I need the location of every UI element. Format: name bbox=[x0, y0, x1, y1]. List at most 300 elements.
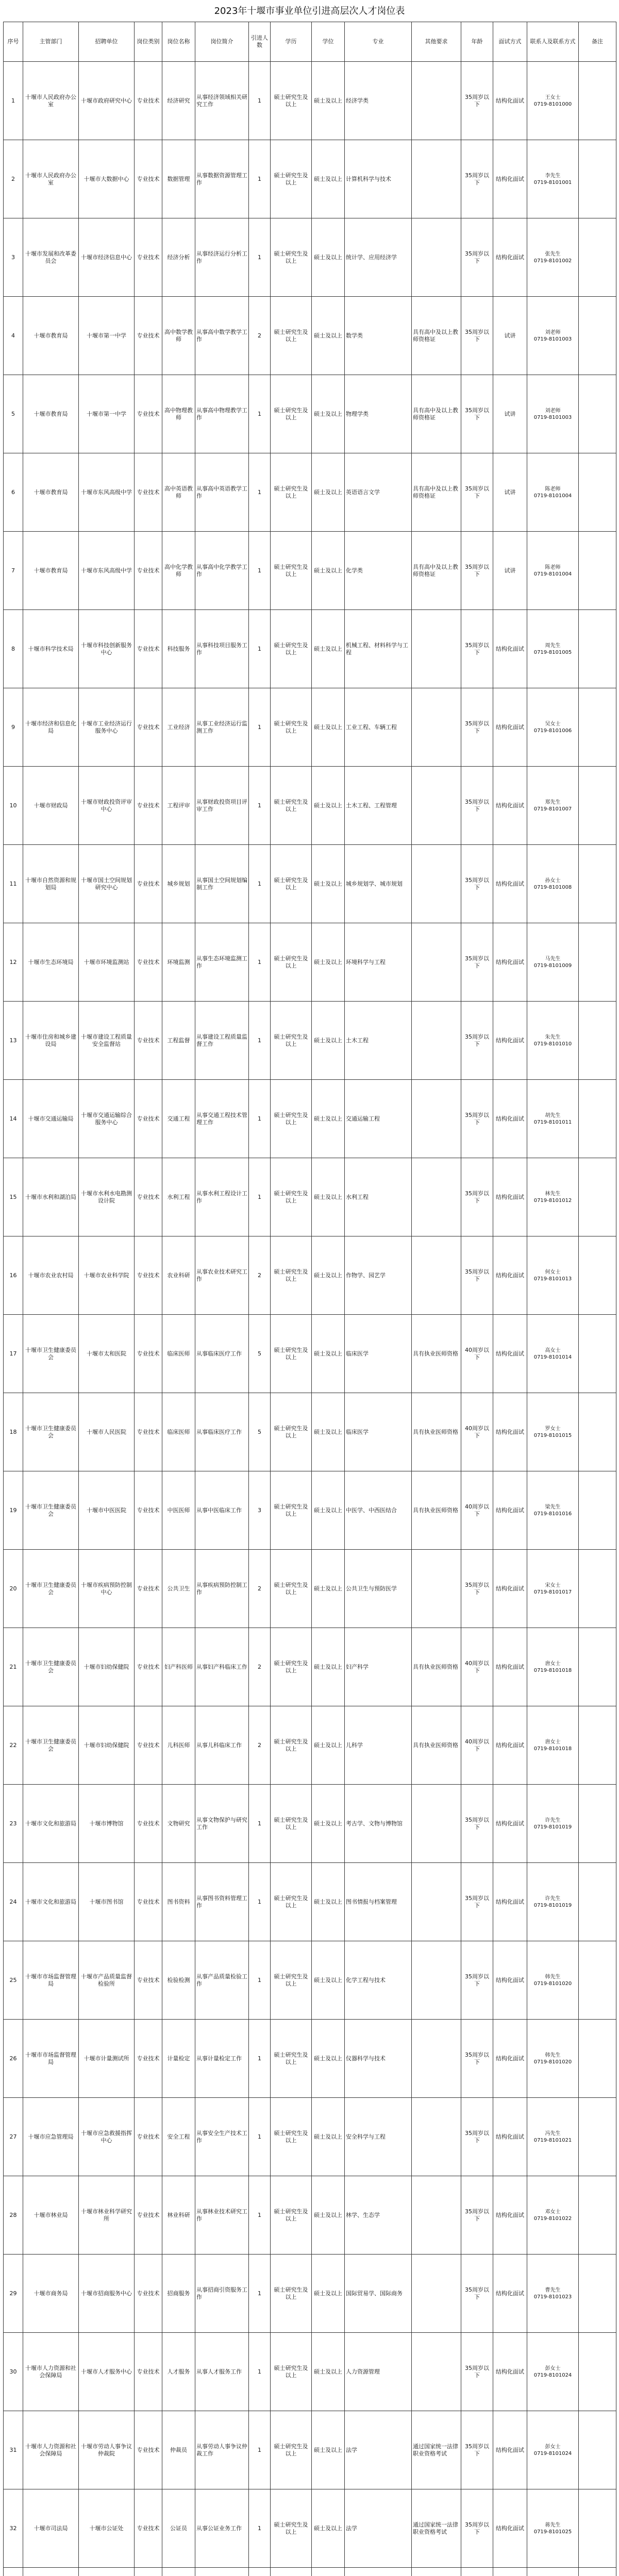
cell-description: 从事科技项目服务工作 bbox=[195, 610, 249, 688]
cell-contact bbox=[527, 2176, 579, 2255]
contact-line: 胡先生 bbox=[545, 1112, 561, 1118]
cell-major: 土木工程、工程管理 bbox=[345, 767, 412, 845]
cell-contact bbox=[527, 2568, 579, 2576]
cell-count: 2 bbox=[249, 1550, 271, 1628]
contact-line: 0719-8101012 bbox=[533, 1197, 572, 1204]
cell-degree: 硕士及以上 bbox=[312, 453, 345, 532]
table-row bbox=[4, 845, 616, 923]
cell-degree: 硕士及以上 bbox=[312, 2411, 345, 2489]
cell-degree: 硕士及以上 bbox=[312, 532, 345, 610]
cell-education: 硕士研究生及以上 bbox=[271, 2333, 312, 2411]
cell-dept: 十堰市教育局 bbox=[23, 375, 79, 453]
cell-age: 35周岁以下 bbox=[461, 140, 493, 218]
cell-no: 2 bbox=[4, 140, 23, 218]
contact-line: 0719-8101007 bbox=[533, 806, 572, 812]
cell-contact bbox=[527, 2411, 579, 2489]
col-header-note: 备注 bbox=[579, 22, 616, 62]
table-row bbox=[4, 1315, 616, 1393]
cell-unit: 十堰市中医医院 bbox=[79, 1471, 135, 1550]
cell-other bbox=[412, 1863, 461, 1941]
cell-count: 1 bbox=[249, 610, 271, 688]
cell-education: 硕士研究生及以上 bbox=[271, 1706, 312, 1785]
cell-no: 9 bbox=[4, 688, 23, 767]
cell-count: 5 bbox=[249, 1315, 271, 1393]
cell-no: 21 bbox=[4, 1628, 23, 1706]
cell-other: 具有执业医师资格 bbox=[412, 1706, 461, 1785]
cell-age: 35周岁以下 bbox=[461, 532, 493, 610]
table-row bbox=[4, 2489, 616, 2568]
cell-interview: 结构化面试 bbox=[493, 1236, 527, 1315]
contact-line: 0719-8101023 bbox=[533, 2294, 572, 2300]
cell-count: 3 bbox=[249, 1471, 271, 1550]
table-row bbox=[4, 610, 616, 688]
cell-other bbox=[412, 845, 461, 923]
cell-contact bbox=[527, 845, 579, 923]
cell-contact bbox=[527, 453, 579, 532]
cell-description: 从事经济运行分析工作 bbox=[195, 218, 249, 297]
cell-category: 专业技术 bbox=[135, 1785, 162, 1863]
contact-line: 唐女士 bbox=[545, 1660, 561, 1667]
table-row bbox=[4, 2176, 616, 2255]
contact-line: 张先生 bbox=[545, 251, 561, 257]
cell-no: 13 bbox=[4, 1002, 23, 1080]
cell-no: 32 bbox=[4, 2489, 23, 2568]
cell-major: 工业工程、车辆工程 bbox=[345, 688, 412, 767]
cell-note bbox=[579, 845, 616, 923]
cell-major: 安全科学与工程 bbox=[345, 2098, 412, 2176]
cell-education: 硕士研究生及以上 bbox=[271, 2098, 312, 2176]
contact-line: 0719-8101025 bbox=[533, 2529, 572, 2535]
cell-education: 硕士研究生及以上 bbox=[271, 845, 312, 923]
cell-other: 具有执业医师资格 bbox=[412, 1628, 461, 1706]
cell-education: 硕士研究生及以上 bbox=[271, 1941, 312, 2020]
cell-interview: 结构化面试 bbox=[493, 1941, 527, 2020]
cell-education: 硕士研究生及以上 bbox=[271, 2176, 312, 2255]
cell-category: 专业技术 bbox=[135, 688, 162, 767]
cell-count: 1 bbox=[249, 1785, 271, 1863]
cell-education: 硕士研究生及以上 bbox=[271, 688, 312, 767]
cell-interview: 结构化面试 bbox=[493, 2333, 527, 2411]
cell-other: 具有高中及以上教师资格证 bbox=[412, 532, 461, 610]
cell-contact bbox=[527, 2489, 579, 2568]
cell-dept bbox=[23, 2568, 79, 2576]
cell-other: 具有高中及以上教师资格证 bbox=[412, 375, 461, 453]
cell-description: 从事文物保护与研究工作 bbox=[195, 1785, 249, 1863]
col-header-description: 岗位简介 bbox=[195, 22, 249, 62]
cell-unit: 十堰市农业科学院 bbox=[79, 1236, 135, 1315]
contact-line: 唐女士 bbox=[545, 1739, 561, 1745]
cell-post: 林业科研 bbox=[162, 2176, 195, 2255]
cell-other bbox=[412, 2098, 461, 2176]
cell-dept: 十堰市交通运输局 bbox=[23, 1080, 79, 1158]
cell-description: 从事林业技术研究工作 bbox=[195, 2176, 249, 2255]
cell-description: 从事计量检定工作 bbox=[195, 2020, 249, 2098]
cell-category: 专业技术 bbox=[135, 1863, 162, 1941]
cell-interview: 结构化面试 bbox=[493, 1002, 527, 1080]
contact-line: 0719-8101000 bbox=[533, 101, 572, 107]
cell-category: 专业技术 bbox=[135, 218, 162, 297]
cell-contact bbox=[527, 62, 579, 140]
cell-other: 通过国家统一法律职业资格考试 bbox=[412, 2489, 461, 2568]
cell-interview: 结构化面试 bbox=[493, 2411, 527, 2489]
cell-post: 高中化学教师 bbox=[162, 532, 195, 610]
cell-unit: 十堰市人民医院 bbox=[79, 1393, 135, 1471]
cell-age: 35周岁以下 bbox=[461, 218, 493, 297]
cell-education: 硕士研究生及以上 bbox=[271, 1236, 312, 1315]
cell-no: 29 bbox=[4, 2255, 23, 2333]
table-header-row bbox=[4, 22, 616, 62]
cell-category: 专业技术 bbox=[135, 2098, 162, 2176]
cell-note bbox=[579, 140, 616, 218]
cell-note bbox=[579, 767, 616, 845]
contact-line: 0719-8101011 bbox=[533, 1119, 572, 1125]
table-row bbox=[4, 2020, 616, 2098]
cell-unit: 十堰市大数据中心 bbox=[79, 140, 135, 218]
contact-line: 0719-8101009 bbox=[533, 962, 572, 969]
cell-age: 35周岁以下 bbox=[461, 767, 493, 845]
cell-no: 3 bbox=[4, 218, 23, 297]
cell-age bbox=[461, 2568, 493, 2576]
cell-description: 从事高中物理教学工作 bbox=[195, 375, 249, 453]
cell-education: 硕士研究生及以上 bbox=[271, 1158, 312, 1236]
cell-education: 硕士研究生及以上 bbox=[271, 1002, 312, 1080]
cell-count: 1 bbox=[249, 688, 271, 767]
cell-age: 35周岁以下 bbox=[461, 1550, 493, 1628]
table-row bbox=[4, 2568, 616, 2576]
cell-post: 高中英语教师 bbox=[162, 453, 195, 532]
cell-contact bbox=[527, 1080, 579, 1158]
col-header-other: 其他要求 bbox=[412, 22, 461, 62]
cell-interview: 结构化面试 bbox=[493, 1863, 527, 1941]
cell-post: 工程监督 bbox=[162, 1002, 195, 1080]
contact-line: 0719-8101016 bbox=[533, 1511, 572, 1517]
cell-post: 中医医师 bbox=[162, 1471, 195, 1550]
contact-line: 冯先生 bbox=[545, 2130, 561, 2137]
cell-age: 35周岁以下 bbox=[461, 2176, 493, 2255]
cell-interview: 结构化面试 bbox=[493, 1158, 527, 1236]
cell-post: 环境监测 bbox=[162, 923, 195, 1002]
cell-no: 24 bbox=[4, 1863, 23, 1941]
cell-degree: 硕士及以上 bbox=[312, 2255, 345, 2333]
cell-unit: 十堰市计量测试所 bbox=[79, 2020, 135, 2098]
cell-interview: 结构化面试 bbox=[493, 218, 527, 297]
cell-description: 从事招商引资服务工作 bbox=[195, 2255, 249, 2333]
cell-education: 硕士研究生及以上 bbox=[271, 218, 312, 297]
cell-other: 具有执业医师资格 bbox=[412, 1471, 461, 1550]
cell-age: 35周岁以下 bbox=[461, 688, 493, 767]
cell-description: 从事图书资料管理工作 bbox=[195, 1863, 249, 1941]
cell-count: 1 bbox=[249, 1002, 271, 1080]
cell-other: 具有高中及以上教师资格证 bbox=[412, 297, 461, 375]
contact-line: 彭女士 bbox=[545, 2444, 561, 2450]
cell-post: 交通工程 bbox=[162, 1080, 195, 1158]
contact-line: 蒋先生 bbox=[545, 2522, 561, 2528]
cell-unit: 十堰市产品质量监督检验所 bbox=[79, 1941, 135, 2020]
cell-note bbox=[579, 2098, 616, 2176]
cell-age: 35周岁以下 bbox=[461, 1236, 493, 1315]
cell-category bbox=[135, 2568, 162, 2576]
cell-age: 35周岁以下 bbox=[461, 2411, 493, 2489]
cell-degree: 硕士及以上 bbox=[312, 610, 345, 688]
cell-unit: 十堰市交通运输综合服务中心 bbox=[79, 1080, 135, 1158]
cell-other: 具有执业医师资格 bbox=[412, 1393, 461, 1471]
cell-interview: 试讲 bbox=[493, 532, 527, 610]
cell-education: 硕士研究生及以上 bbox=[271, 1393, 312, 1471]
cell-other: 具有高中及以上教师资格证 bbox=[412, 453, 461, 532]
cell-category: 专业技术 bbox=[135, 2176, 162, 2255]
cell-degree: 硕士及以上 bbox=[312, 1158, 345, 1236]
cell-contact bbox=[527, 767, 579, 845]
cell-note bbox=[579, 1471, 616, 1550]
cell-category: 专业技术 bbox=[135, 2411, 162, 2489]
cell-interview: 试讲 bbox=[493, 297, 527, 375]
cell-major: 公共卫生与预防医学 bbox=[345, 1550, 412, 1628]
cell-interview: 结构化面试 bbox=[493, 1080, 527, 1158]
cell-count: 1 bbox=[249, 62, 271, 140]
cell-note bbox=[579, 2255, 616, 2333]
cell-unit: 十堰市政府研究中心 bbox=[79, 62, 135, 140]
contact-line: 陈老师 bbox=[545, 486, 561, 492]
cell-degree: 硕士及以上 bbox=[312, 375, 345, 453]
table-row bbox=[4, 140, 616, 218]
cell-contact bbox=[527, 2333, 579, 2411]
cell-category: 专业技术 bbox=[135, 1002, 162, 1080]
contact-line: 0719-8101010 bbox=[533, 1041, 572, 1047]
cell-other bbox=[412, 2176, 461, 2255]
contact-line: 0719-8101013 bbox=[533, 1276, 572, 1282]
cell-degree: 硕士及以上 bbox=[312, 1315, 345, 1393]
cell-note bbox=[579, 2176, 616, 2255]
cell-unit: 十堰市环境监测站 bbox=[79, 923, 135, 1002]
cell-count: 1 bbox=[249, 2255, 271, 2333]
cell-age: 40周岁以下 bbox=[461, 1315, 493, 1393]
cell-no: 11 bbox=[4, 845, 23, 923]
cell-dept: 十堰市经济和信息化局 bbox=[23, 688, 79, 767]
cell-interview: 结构化面试 bbox=[493, 2098, 527, 2176]
cell-other bbox=[412, 62, 461, 140]
table-row bbox=[4, 1002, 616, 1080]
cell-unit: 十堰市劳动人事争议仲裁院 bbox=[79, 2411, 135, 2489]
cell-post: 高中数学教师 bbox=[162, 297, 195, 375]
cell-no: 12 bbox=[4, 923, 23, 1002]
cell-no: 4 bbox=[4, 297, 23, 375]
cell-degree: 硕士及以上 bbox=[312, 688, 345, 767]
cell-count: 1 bbox=[249, 375, 271, 453]
cell-major: 统计学、应用经济学 bbox=[345, 218, 412, 297]
cell-unit: 十堰市应急救援指挥中心 bbox=[79, 2098, 135, 2176]
contact-line: 吴女士 bbox=[545, 721, 561, 727]
cell-dept: 十堰市农业农村局 bbox=[23, 1236, 79, 1315]
contact-line: 0719-8101004 bbox=[533, 493, 572, 499]
col-header-age: 年龄 bbox=[461, 22, 493, 62]
cell-other bbox=[412, 2333, 461, 2411]
cell-count: 5 bbox=[249, 1393, 271, 1471]
cell-category: 专业技术 bbox=[135, 140, 162, 218]
col-header-count: 引进人数 bbox=[249, 22, 271, 62]
cell-dept: 十堰市文化和旅游局 bbox=[23, 1785, 79, 1863]
cell-major: 化学工程与技术 bbox=[345, 1941, 412, 2020]
cell-unit: 十堰市妇幼保健院 bbox=[79, 1628, 135, 1706]
cell-dept: 十堰市发展和改革委员会 bbox=[23, 218, 79, 297]
table-row bbox=[4, 453, 616, 532]
cell-other bbox=[412, 767, 461, 845]
cell-age: 40周岁以下 bbox=[461, 1471, 493, 1550]
contact-line: 郑先生 bbox=[545, 799, 561, 805]
cell-count: 1 bbox=[249, 532, 271, 610]
cell-unit: 十堰市科技创新服务中心 bbox=[79, 610, 135, 688]
cell-count: 1 bbox=[249, 1080, 271, 1158]
cell-contact bbox=[527, 297, 579, 375]
cell-major: 中医学、中西医结合 bbox=[345, 1471, 412, 1550]
cell-contact bbox=[527, 1393, 579, 1471]
cell-major: 临床医学 bbox=[345, 1393, 412, 1471]
cell-contact bbox=[527, 610, 579, 688]
cell-description: 从事数据资源管理工作 bbox=[195, 140, 249, 218]
cell-unit: 十堰市工业经济运行服务中心 bbox=[79, 688, 135, 767]
cell-interview: 结构化面试 bbox=[493, 1706, 527, 1785]
cell-contact bbox=[527, 2020, 579, 2098]
cell-note bbox=[579, 1002, 616, 1080]
cell-no: 26 bbox=[4, 2020, 23, 2098]
cell-dept: 十堰市卫生健康委员会 bbox=[23, 1315, 79, 1393]
cell-major bbox=[345, 2568, 412, 2576]
cell-category: 专业技术 bbox=[135, 2489, 162, 2568]
cell-other bbox=[412, 1002, 461, 1080]
cell-post: 儿科医师 bbox=[162, 1706, 195, 1785]
cell-category: 专业技术 bbox=[135, 923, 162, 1002]
cell-major: 法学 bbox=[345, 2411, 412, 2489]
cell-no: 1 bbox=[4, 62, 23, 140]
contact-line: 何女士 bbox=[545, 1269, 561, 1275]
cell-dept: 十堰市商务局 bbox=[23, 2255, 79, 2333]
cell-major: 经济学类 bbox=[345, 62, 412, 140]
cell-category: 专业技术 bbox=[135, 1941, 162, 2020]
cell-post: 妇产科医师 bbox=[162, 1628, 195, 1706]
contact-line: 高女士 bbox=[545, 1347, 561, 1353]
cell-education: 硕士研究生及以上 bbox=[271, 2489, 312, 2568]
contact-line: 林先生 bbox=[545, 1191, 561, 1197]
cell-contact bbox=[527, 1471, 579, 1550]
cell-major: 城乡规划学、城市规划 bbox=[345, 845, 412, 923]
table-row bbox=[4, 297, 616, 375]
cell-post: 工业经济 bbox=[162, 688, 195, 767]
cell-post: 公证员 bbox=[162, 2489, 195, 2568]
cell-contact bbox=[527, 375, 579, 453]
cell-dept: 十堰市人民政府办公室 bbox=[23, 140, 79, 218]
cell-degree: 硕士及以上 bbox=[312, 1471, 345, 1550]
cell-major: 数学类 bbox=[345, 297, 412, 375]
cell-no: 16 bbox=[4, 1236, 23, 1315]
cell-note bbox=[579, 62, 616, 140]
cell-no: 19 bbox=[4, 1471, 23, 1550]
cell-degree: 硕士及以上 bbox=[312, 1706, 345, 1785]
cell-post: 临床医师 bbox=[162, 1393, 195, 1471]
cell-interview: 结构化面试 bbox=[493, 1550, 527, 1628]
table-row bbox=[4, 923, 616, 1002]
cell-dept: 十堰市财政局 bbox=[23, 767, 79, 845]
cell-age: 35周岁以下 bbox=[461, 1158, 493, 1236]
cell-note bbox=[579, 610, 616, 688]
cell-degree: 硕士及以上 bbox=[312, 140, 345, 218]
contact-line: 0719-8101019 bbox=[533, 1824, 572, 1830]
cell-dept: 十堰市人力资源和社会保障局 bbox=[23, 2333, 79, 2411]
cell-note bbox=[579, 1158, 616, 1236]
cell-dept: 十堰市卫生健康委员会 bbox=[23, 1706, 79, 1785]
cell-post: 城乡规划 bbox=[162, 845, 195, 923]
cell-degree bbox=[312, 2568, 345, 2576]
cell-category: 专业技术 bbox=[135, 610, 162, 688]
col-header-contact: 联系人及联系方式 bbox=[527, 22, 579, 62]
cell-dept: 十堰市卫生健康委员会 bbox=[23, 1550, 79, 1628]
cell-description: 从事安全生产技术工作 bbox=[195, 2098, 249, 2176]
cell-education: 硕士研究生及以上 bbox=[271, 1315, 312, 1393]
cell-count: 1 bbox=[249, 140, 271, 218]
contact-line: 0719-8101020 bbox=[533, 1980, 572, 1987]
cell-description: 从事高中化学教学工作 bbox=[195, 532, 249, 610]
cell-age: 40周岁以下 bbox=[461, 1706, 493, 1785]
cell-contact bbox=[527, 1315, 579, 1393]
cell-post: 安全工程 bbox=[162, 2098, 195, 2176]
cell-other bbox=[412, 610, 461, 688]
cell-degree: 硕士及以上 bbox=[312, 2020, 345, 2098]
cell-note bbox=[579, 2020, 616, 2098]
contact-line: 刘老师 bbox=[545, 329, 561, 335]
cell-note bbox=[579, 2489, 616, 2568]
contact-line: 0719-8101022 bbox=[533, 2215, 572, 2222]
cell-category: 专业技术 bbox=[135, 1628, 162, 1706]
cell-description: 从事产品质量检验工作 bbox=[195, 1941, 249, 2020]
table-row bbox=[4, 1706, 616, 1785]
cell-interview bbox=[493, 2568, 527, 2576]
cell-no: 20 bbox=[4, 1550, 23, 1628]
cell-no: 31 bbox=[4, 2411, 23, 2489]
cell-description: 从事农业技术研究工作 bbox=[195, 1236, 249, 1315]
cell-contact bbox=[527, 1941, 579, 2020]
cell-unit: 十堰市人才服务中心 bbox=[79, 2333, 135, 2411]
cell-unit: 十堰市疾病预防控制中心 bbox=[79, 1550, 135, 1628]
cell-category: 专业技术 bbox=[135, 845, 162, 923]
contact-line: 周先生 bbox=[545, 642, 561, 649]
cell-major: 林学、生态学 bbox=[345, 2176, 412, 2255]
cell-dept: 十堰市住房和城乡建设局 bbox=[23, 1002, 79, 1080]
cell-dept: 十堰市市场监督管理局 bbox=[23, 1941, 79, 2020]
cell-count: 2 bbox=[249, 1236, 271, 1315]
contact-line: 0719-8101001 bbox=[533, 179, 572, 185]
contact-line: 宋女士 bbox=[545, 1582, 561, 1588]
cell-count: 1 bbox=[249, 1158, 271, 1236]
cell-post bbox=[162, 2568, 195, 2576]
table-row bbox=[4, 375, 616, 453]
cell-post: 科技服务 bbox=[162, 610, 195, 688]
contact-line: 曹先生 bbox=[545, 2287, 561, 2293]
cell-education: 硕士研究生及以上 bbox=[271, 2255, 312, 2333]
contact-line: 罗女士 bbox=[545, 1426, 561, 1432]
cell-other bbox=[412, 1236, 461, 1315]
cell-unit: 十堰市太和医院 bbox=[79, 1315, 135, 1393]
cell-interview: 结构化面试 bbox=[493, 2176, 527, 2255]
cell-note bbox=[579, 1863, 616, 1941]
cell-description: 从事工业经济运行监测工作 bbox=[195, 688, 249, 767]
cell-count: 1 bbox=[249, 2176, 271, 2255]
cell-age: 35周岁以下 bbox=[461, 1002, 493, 1080]
cell-description: 从事临床医疗工作 bbox=[195, 1393, 249, 1471]
cell-description: 从事高中英语教学工作 bbox=[195, 453, 249, 532]
cell-description: 从事劳动人事争议仲裁工作 bbox=[195, 2411, 249, 2489]
cell-dept: 十堰市应急管理局 bbox=[23, 2098, 79, 2176]
contact-line: 0719-8101005 bbox=[533, 649, 572, 655]
cell-contact bbox=[527, 923, 579, 1002]
col-header-post: 岗位名称 bbox=[162, 22, 195, 62]
